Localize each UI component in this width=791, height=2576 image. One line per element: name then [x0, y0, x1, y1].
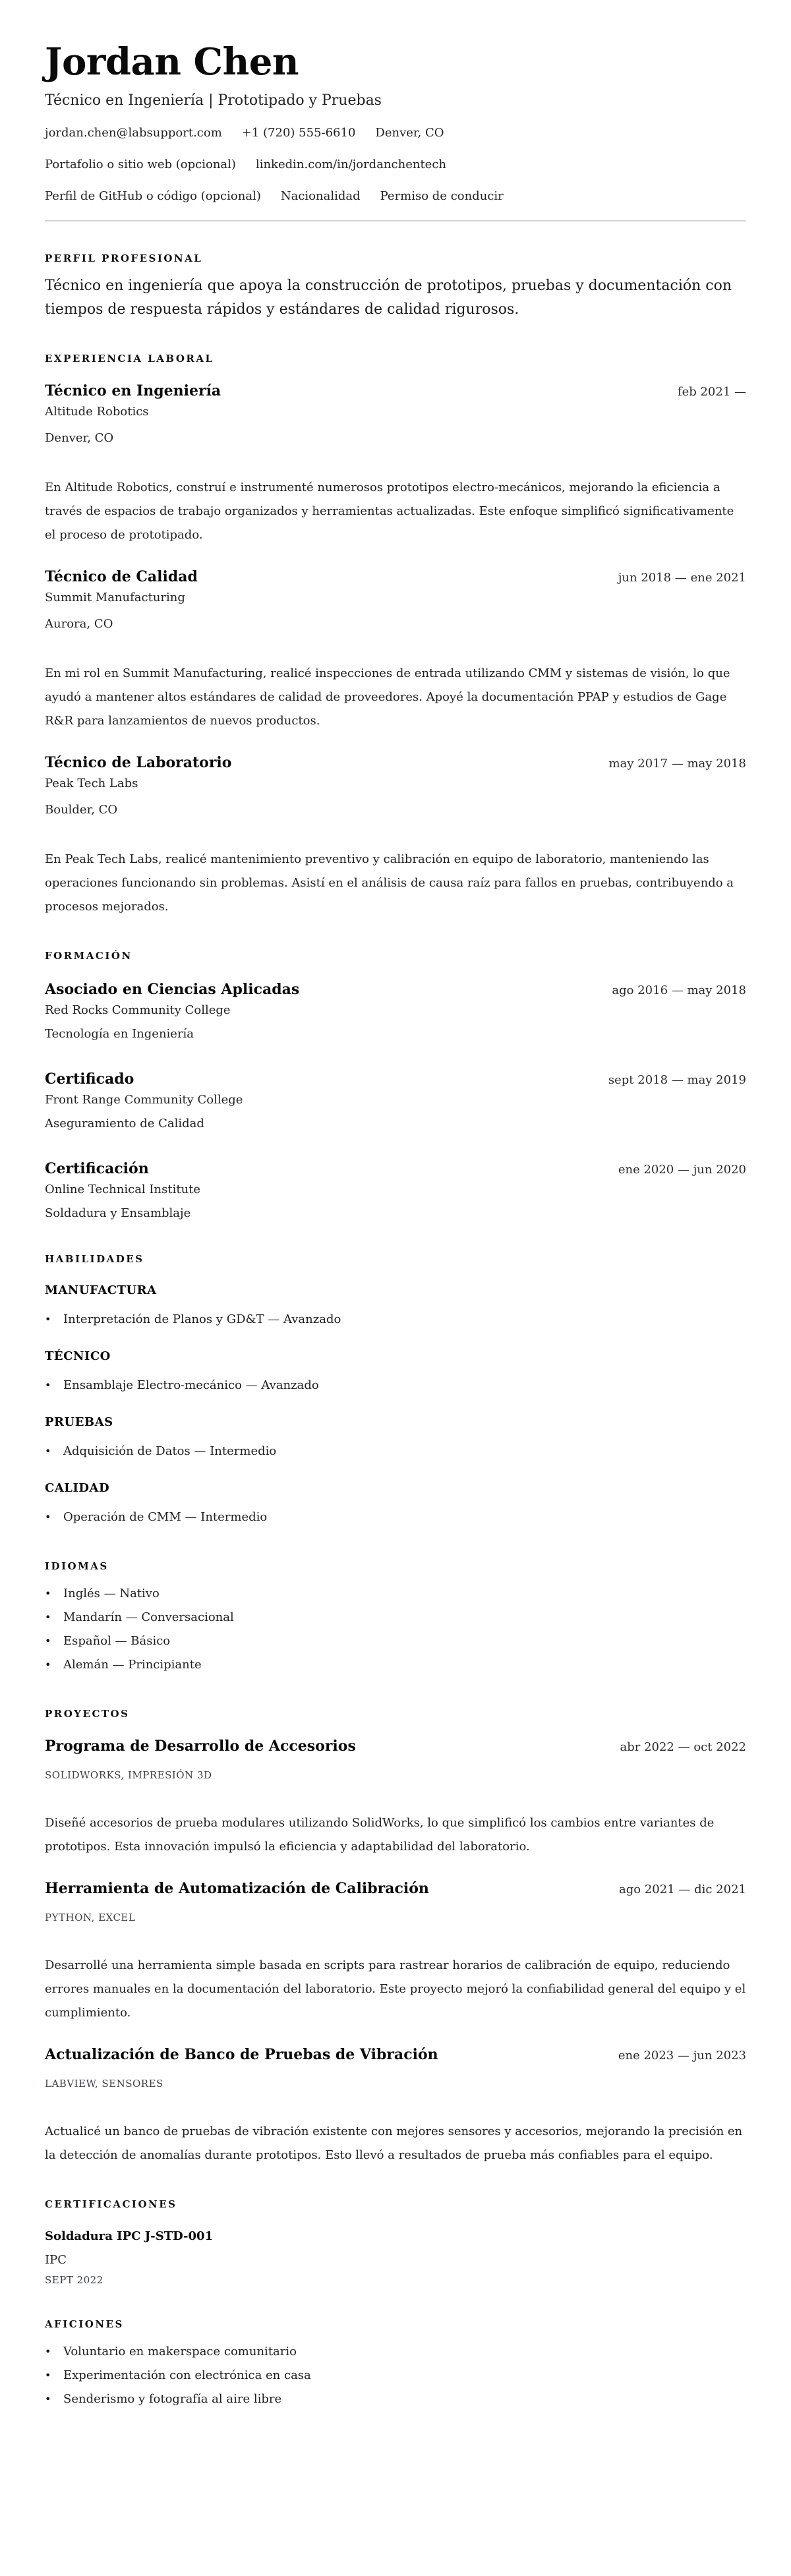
project-entry [45, 1879, 746, 2025]
job-title: Técnico de Laboratorio [45, 754, 232, 771]
job-location: Boulder, CO [45, 803, 118, 817]
job-location: Aurora, CO [45, 617, 113, 631]
education-entry [45, 980, 746, 1043]
job-dates: may 2017 — may 2018 [608, 757, 746, 771]
section-certifications [45, 2198, 746, 2287]
section-title: CERTIFICACIONES [45, 2198, 177, 2210]
hobby-list [45, 2340, 746, 2411]
language-list [45, 1582, 746, 1677]
job-description: En mi rol en Summit Manufacturing, realicé inspecciones de entrada utilizando CMM y sistemas de visión, lo que ayudó a mantener altos estándares de calidad de proveedores. Apoyé la documentación PPAP y estudios de Gage R&R para lanzamientos de nuevos productos. [45, 666, 730, 728]
education-dates: ene 2020 — jun 2020 [618, 1163, 746, 1177]
degree-title: Certificación [45, 1160, 149, 1177]
header-divider [45, 220, 746, 221]
skill-category: MANUFACTURA [45, 1283, 157, 1297]
education-dates: ago 2016 — may 2018 [612, 983, 746, 997]
section-skills [45, 1252, 746, 1529]
hobby-item: • Voluntario en makerspace comunitario [45, 2340, 746, 2364]
job-company: Peak Tech Labs [45, 776, 138, 790]
section-languages [45, 1560, 746, 1677]
section-title: EXPERIENCIA LABORAL [45, 353, 214, 365]
skill-item: • Adquisición de Datos — Intermedio [45, 1440, 746, 1463]
contact-phone[interactable]: +1 (720) 555-6610 [241, 126, 356, 140]
project-name: Herramienta de Automatización de Calibración [45, 1880, 429, 1897]
certification-entry [45, 2228, 746, 2287]
job-company: Summit Manufacturing [45, 591, 185, 604]
contact-email[interactable]: jordan.chen@labsupport.com [45, 126, 222, 140]
job-dates: feb 2021 — [677, 385, 746, 399]
contact-info [45, 125, 746, 204]
certification-name: Soldadura IPC J-STD-001 [45, 2229, 214, 2243]
hobby-item: • Senderismo y fotografía al aire libre [45, 2387, 746, 2411]
skill-item: • Operación de CMM — Intermedio [45, 1506, 746, 1529]
candidate-name: Jordan Chen [45, 40, 299, 84]
job-title: Técnico en Ingeniería [45, 382, 221, 399]
contact-portfolio[interactable]: Portafolio o sitio web (opcional) [45, 158, 236, 171]
experience-entry [45, 381, 746, 547]
project-dates: ene 2023 — jun 2023 [618, 2049, 746, 2063]
experience-entry [45, 753, 746, 919]
job-dates: jun 2018 — ene 2021 [618, 571, 746, 585]
project-name: Programa de Desarrollo de Accesorios [45, 1738, 356, 1755]
section-hobbies [45, 2318, 746, 2411]
contact-line [45, 125, 746, 141]
section-experience [45, 352, 746, 919]
profile-summary: Técnico en ingeniería que apoya la construcción de prototipos, pruebas y documentación con tiempos de respuesta rápidos y estándares de calidad rigurosos. [45, 278, 732, 318]
contact-line [45, 189, 746, 204]
skill-category: TÉCNICO [45, 1349, 111, 1363]
contact-drivers-license: Permiso de conducir [380, 189, 504, 203]
section-title: FORMACIÓN [45, 950, 132, 962]
project-tags: SOLIDWORKS, IMPRESIÓN 3D [45, 1769, 212, 1781]
section-profile [45, 252, 746, 322]
skill-list [45, 1440, 746, 1463]
language-item: • Alemán — Principiante [45, 1653, 746, 1677]
education-field: Tecnología en Ingeniería [45, 1027, 194, 1041]
skill-category: CALIDAD [45, 1481, 110, 1495]
contact-github[interactable]: Perfil de GitHub o código (opcional) [45, 189, 261, 203]
skill-item: • Interpretación de Planos y GD&T — Avanzado [45, 1308, 746, 1332]
language-item: • Español — Básico [45, 1629, 746, 1653]
education-institution: Red Rocks Community College [45, 1003, 231, 1017]
resume-header [45, 38, 746, 221]
job-location: Denver, CO [45, 431, 114, 445]
education-field: Aseguramiento de Calidad [45, 1117, 204, 1130]
degree-title: Certificado [45, 1070, 134, 1088]
contact-line [45, 157, 746, 173]
language-item: • Inglés — Nativo [45, 1582, 746, 1606]
certification-date: SEPT 2022 [45, 2274, 103, 2286]
job-company: Altitude Robotics [45, 405, 149, 419]
project-tags: PYTHON, EXCEL [45, 1912, 136, 1923]
job-description: En Altitude Robotics, construí e instrumenté numerosos prototipos electro-mecánicos, mejorando la eficiencia a través de espacios de trabajo organizados y herramientas actualizadas. Este enfoque simplificó significativamente el proceso de prototipado. [45, 481, 734, 542]
education-institution: Front Range Community College [45, 1093, 243, 1107]
language-item: • Mandarín — Conversacional [45, 1606, 746, 1629]
section-title: IDIOMAS [45, 1560, 109, 1572]
section-title: PERFIL PROFESIONAL [45, 252, 203, 264]
project-tags: LABVIEW, SENSORES [45, 2078, 163, 2090]
education-entry [45, 1069, 746, 1132]
project-entry [45, 2045, 746, 2167]
experience-entry [45, 567, 746, 733]
certification-issuer: IPC [45, 2253, 67, 2267]
project-entry [45, 1736, 746, 1859]
section-title: PROYECTOS [45, 1708, 130, 1720]
project-dates: abr 2022 — oct 2022 [620, 1740, 746, 1754]
project-description: Desarrollé una herramienta simple basada en scripts para rastrear horarios de calibración de equipo, reduciendo errores manuales en la documentación del laboratorio. Este proyecto mejoró la confiabilidad general del equipo y el cumplimiento. [45, 1958, 746, 2020]
contact-linkedin[interactable]: linkedin.com/in/jordanchentech [255, 158, 447, 171]
education-entry [45, 1159, 746, 1222]
education-institution: Online Technical Institute [45, 1183, 201, 1196]
degree-title: Asociado en Ciencias Aplicadas [45, 981, 300, 998]
skill-category: PRUEBAS [45, 1415, 113, 1429]
project-dates: ago 2021 — dic 2021 [619, 1883, 746, 1896]
skill-list [45, 1308, 746, 1332]
project-description: Actualicé un banco de pruebas de vibración existente con mejores sensores y accesorios, mejorando la precisión en la detección de anomalías durante prototipos. Esto llevó a resultados de prueba más confiables para el equipo. [45, 2124, 743, 2162]
section-title: AFICIONES [45, 2318, 124, 2330]
skill-list [45, 1506, 746, 1529]
project-name: Actualización de Banco de Pruebas de Vibración [45, 2046, 438, 2063]
candidate-headline: Técnico en Ingeniería | Prototipado y Pruebas [45, 92, 382, 109]
skill-item: • Ensamblaje Electro-mecánico — Avanzado [45, 1374, 746, 1397]
project-description: Diseñé accesorios de prueba modulares utilizando SolidWorks, lo que simplificó los cambios entre variantes de prototipos. Esta innovación impulsó la eficiencia y adaptabilidad del laboratorio. [45, 1816, 715, 1854]
section-projects [45, 1707, 746, 2167]
contact-nationality: Nacionalidad [280, 189, 361, 203]
education-dates: sept 2018 — may 2019 [608, 1073, 746, 1087]
contact-location: Denver, CO [375, 126, 444, 140]
section-title: HABILIDADES [45, 1253, 144, 1265]
hobby-item: • Experimentación con electrónica en casa [45, 2364, 746, 2387]
job-title: Técnico de Calidad [45, 568, 198, 585]
job-description: En Peak Tech Labs, realicé mantenimiento preventivo y calibración en equipo de laboratorio, manteniendo las operaciones funcionando sin problemas. Asistí en el análisis de causa raíz para fallos en pruebas, contribuyendo a procesos mejorados. [45, 852, 734, 914]
education-field: Soldadura y Ensamblaje [45, 1206, 191, 1220]
section-education [45, 949, 746, 1222]
skill-list [45, 1374, 746, 1397]
